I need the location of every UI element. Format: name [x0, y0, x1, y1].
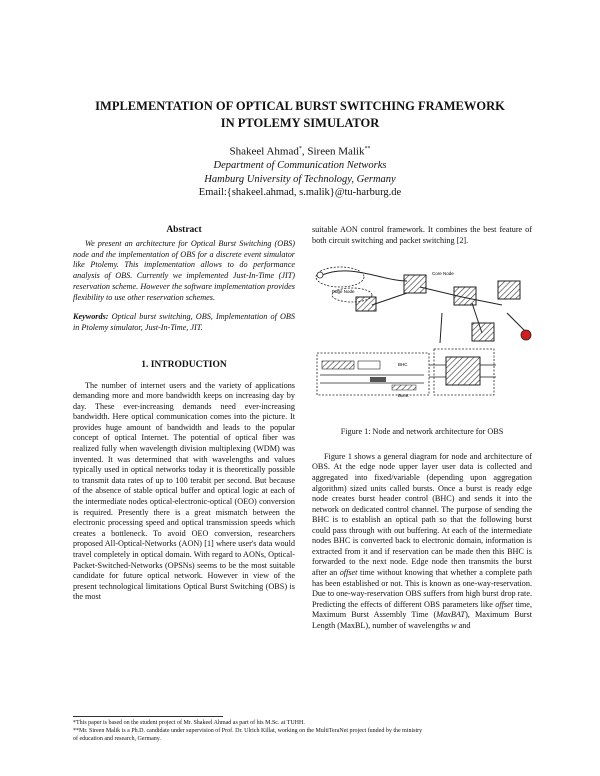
- obs-architecture-diagram: [312, 253, 532, 413]
- abstract-text: We present an architecture for Optical Burst Switching (OBS) node and the implementation of OBS for a discrete event simulator like Ptolemy. This implementation allows to do performance analysis of OBS. Currently we implemented Just-In-Time (JIT) reservation scheme. However the software implementation provides flexibility to use other reservation schemes.: [73, 238, 295, 302]
- footnotes: [73, 719, 533, 743]
- core-node-3: [498, 281, 520, 299]
- figure-caption: Figure 1: Node and network architecture for OBS: [340, 427, 504, 437]
- introduction-text: The number of internet users and the variety of applications demanding more and more bandwidth keeps on increasing day by day. These ever-increasing demands need ever-increasing bandwidth. Here optical communication comes into the picture. It provides huge amount of bandwidth and leads to the popular concept of optical Internet. The potential of optical fiber was realized fully when wavelength division multiplexing (WDM) was invented. It was determined that with wavelengths and values typically used in optical networks today it is theoretically possible to transmit data rates of up to 100 terabit per second. But because of the absence of stable optical buffer and optical logic at each of the intermediate nodes optical-electronic-optical (OEO) conversion is required. Presently there is a great mismatch between the electronic processing speed and optical transmission speeds which creates a bottleneck. To avoid OEO conversion, researchers proposed All-Optical-Networks (AON) [1] where user's data would travel completely in optical domain. With regard to AONs, Optical-Packet-Switched-Networks (OPSNs) seems to be the most suitable candidate for future optical network. However in view of the present technological limitations Optical Burst Switching (OBS) is the most: [73, 380, 295, 602]
- body-part-4: ), Maximum Burst Length (MaxBL), number of wavelengths: [312, 610, 532, 630]
- end-host-icon: [521, 330, 531, 340]
- keywords-text: Optical burst switching, OBS, Implementation of OBS in Ptolemy simulator, Just-In-Time, JIT.: [73, 312, 295, 332]
- link-edge-core-1: [322, 271, 407, 281]
- keywords-label: Keywords:: [73, 312, 109, 322]
- footnote-2: **Mr. Sireen Malik is a Ph.D. candidate under supervision of Prof. Dr. Ulrich Killat, working on the MultiTeraNet project funded by the ministry: [73, 728, 423, 734]
- label-edge-node: Edge Node: [332, 289, 355, 295]
- body-w: w: [451, 620, 457, 630]
- paper-title: [60, 98, 540, 132]
- footnote-3: of education and research, Germany.: [73, 736, 161, 742]
- author-2: Sireen Malik: [307, 145, 365, 158]
- core-node-4: [472, 323, 494, 341]
- author-1-mark: *: [298, 146, 302, 152]
- right-column-continued-text: suitable AON control framework. It combines the best feature of both circuit switching and packet switching [2].: [312, 225, 532, 245]
- body-part-3: time, Maximum Burst Assembly Time (: [312, 599, 532, 620]
- burst-block-1: [322, 361, 354, 369]
- body-part-1: Figure 1 shows a general diagram for node and architecture of OBS. At the edge node upper layer user data is collected and aggregated into fixed/variable (depending upon aggregation algorithm) sized units called bursts. Once a burst is ready edge node creates burst header control (BHC) and sends it into the network on dedicated control channel. The purpose of sending the BHC is to establish an optical path so that the following burst could pass through with out buffering. At each of the intermediate nodes BHC is converted back to electronic domain, information is extracted from it and if reservation can be made then this BHC is forwarded to the next node. Edge node then transmits the burst after an: [312, 451, 532, 577]
- link-core-lower: [440, 313, 442, 343]
- body-part-2: time without knowing that whether a complete path has been established or not. This is known as one-way-reservation. Due to one-way-reservation OBS suffers from high burst drop rate. Predicting the effects of different OBS parameters like: [312, 567, 532, 609]
- body-offset-word-2: offset: [495, 599, 514, 609]
- label-burst: Burst: [398, 393, 409, 399]
- core-node-detail: [429, 349, 496, 395]
- footnote-1: *This paper is based on the student project of Mr. Shakeel Ahmad as part of his M.Sc. at TUHH.: [73, 720, 305, 726]
- author-separator: ,: [301, 145, 308, 158]
- core-node-2: [454, 287, 476, 305]
- label-core-node: Core Node: [432, 271, 454, 277]
- source-host-icon: [317, 272, 323, 278]
- introduction-heading: 1. INTRODUCTION: [141, 359, 227, 370]
- title-line-1: IMPLEMENTATION OF OPTICAL BURST SWITCHING FRAMEWORK: [95, 99, 505, 113]
- title-line-2: IN PTOLEMY SIMULATOR: [220, 116, 380, 130]
- burst-block-2: [358, 361, 380, 369]
- author-names: [100, 143, 500, 159]
- university: Hamburg University of Technology, Germany: [204, 173, 396, 185]
- author-2-mark: **: [364, 146, 371, 152]
- figure-1: [312, 253, 532, 413]
- email: Email:{shakeel.ahmad, s.malik}@tu-harburg.de: [198, 187, 402, 199]
- burst-timing-diagram: [317, 353, 429, 398]
- body-offset-word: offset: [339, 567, 358, 577]
- department: Department of Communication Networks: [213, 160, 387, 172]
- abstract-heading: Abstract: [166, 225, 202, 235]
- edge-zone-outline: [316, 267, 364, 287]
- label-bhc: BHC: [398, 362, 408, 368]
- footnote-rule: [73, 716, 223, 717]
- core-node-1: [404, 275, 426, 293]
- bhc-block: [370, 377, 386, 382]
- link-core-exit: [507, 313, 525, 331]
- body-maxbat: MaxBAT: [436, 610, 466, 620]
- right-column-body: [312, 452, 532, 631]
- link-edge-core-2: [372, 293, 407, 305]
- body-part-5: and: [456, 620, 471, 630]
- right-column: [312, 225, 532, 631]
- author-1: Shakeel Ahmad: [229, 145, 299, 158]
- edge-node: [356, 297, 376, 311]
- keywords: [73, 312, 295, 334]
- left-column: [73, 225, 295, 603]
- author-block: [100, 143, 500, 200]
- burst-block-3: [392, 385, 416, 390]
